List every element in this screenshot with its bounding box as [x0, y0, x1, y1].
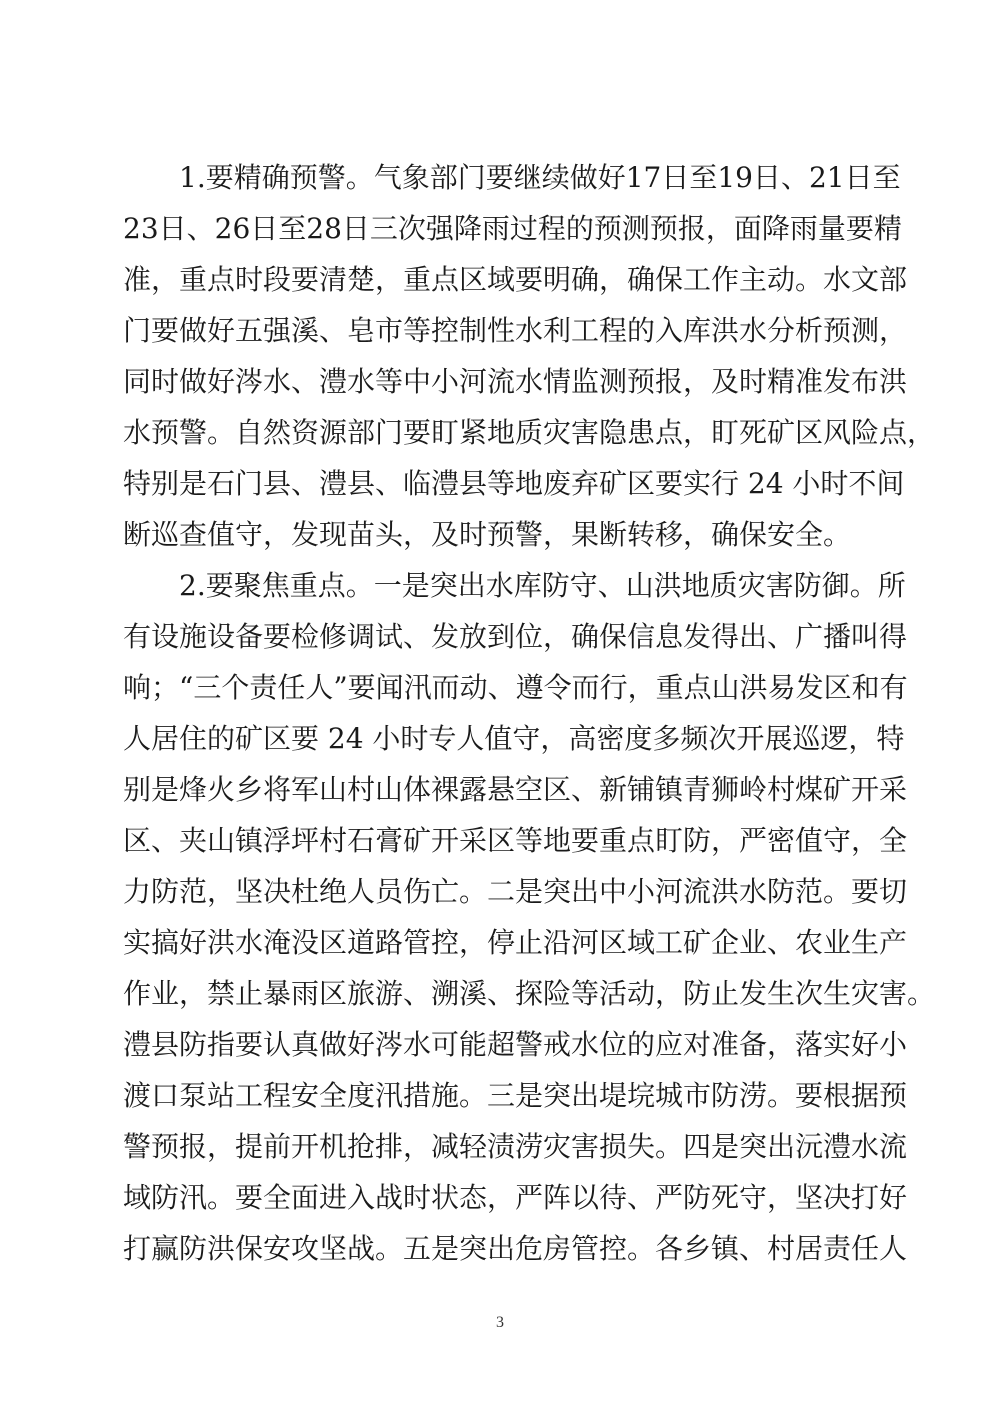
- paragraph-2-line-4: 人居住的矿区要 24 小时专人值守，高密度多频次开展巡逻，特: [123, 722, 905, 755]
- paragraph-1-line-1: 1.要精确预警。气象部门要继续做好17日至19日、21日至: [179, 161, 901, 194]
- paragraph-2-line-5: 别是烽火乡将军山村山体裸露悬空区、新铺镇青狮岭村煤矿开采: [123, 773, 908, 806]
- paragraph-1-line-7: 特别是石门县、澧县、临澧县等地废弃矿区要实行 24 小时不间: [123, 467, 905, 500]
- paragraph-2-line-10: 澧县防指要认真做好涔水可能超警戒水位的应对准备，落实好小: [123, 1028, 908, 1061]
- page-number: 3: [496, 1314, 504, 1331]
- paragraph-1-line-4: 门要做好五强溪、皂市等控制性水利工程的入库洪水分析预测，: [123, 314, 908, 347]
- paragraph-2-line-2: 有设施设备要检修调试、发放到位，确保信息发得出、广播叫得: [123, 620, 908, 653]
- paragraph-1-line-6: 水预警。自然资源部门要盯紧地质灾害隐患点，盯死矿区风险点，: [123, 416, 936, 449]
- paragraph-1-line-5: 同时做好涔水、澧水等中小河流水情监测预报，及时精准发布洪: [123, 365, 908, 398]
- paragraph-2-line-11: 渡口泵站工程安全度汛措施。三是突出堤垸城市防涝。要根据预: [123, 1079, 908, 1112]
- paragraph-2-line-13: 域防汛。要全面进入战时状态，严阵以待、严防死守，坚决打好: [123, 1181, 908, 1214]
- paragraph-2-line-12: 警预报，提前开机抢排，减轻渍涝灾害损失。四是突出沅澧水流: [123, 1130, 908, 1163]
- paragraph-2-line-6: 区、夹山镇浮坪村石膏矿开采区等地要重点盯防，严密值守，全: [123, 824, 908, 857]
- paragraph-2-line-8: 实搞好洪水淹没区道路管控，停止沿河区域工矿企业、农业生产: [123, 926, 908, 959]
- paragraph-2-line-3: 响；“三个责任人”要闻汛而动、遵令而行，重点山洪易发区和有: [123, 671, 908, 704]
- paragraph-2-line-1: 2.要聚焦重点。一是突出水库防守、山洪地质灾害防御。所: [179, 569, 906, 602]
- paragraph-1-line-8: 断巡查值守，发现苗头，及时预警，果断转移，确保安全。: [123, 518, 852, 551]
- paragraph-2-line-9: 作业，禁止暴雨区旅游、溯溪、探险等活动，防止发生次生灾害。: [123, 977, 936, 1010]
- paragraph-1-line-3: 准，重点时段要清楚，重点区域要明确，确保工作主动。水文部: [123, 263, 908, 296]
- paragraph-2-line-7: 力防范，坚决杜绝人员伤亡。二是突出中小河流洪水防范。要切: [123, 875, 908, 908]
- paragraph-1-line-2: 23日、26日至28日三次强降雨过程的预测预报，面降雨量要精: [123, 212, 902, 245]
- paragraph-2-line-14: 打赢防洪保安攻坚战。五是突出危房管控。各乡镇、村居责任人: [123, 1232, 908, 1265]
